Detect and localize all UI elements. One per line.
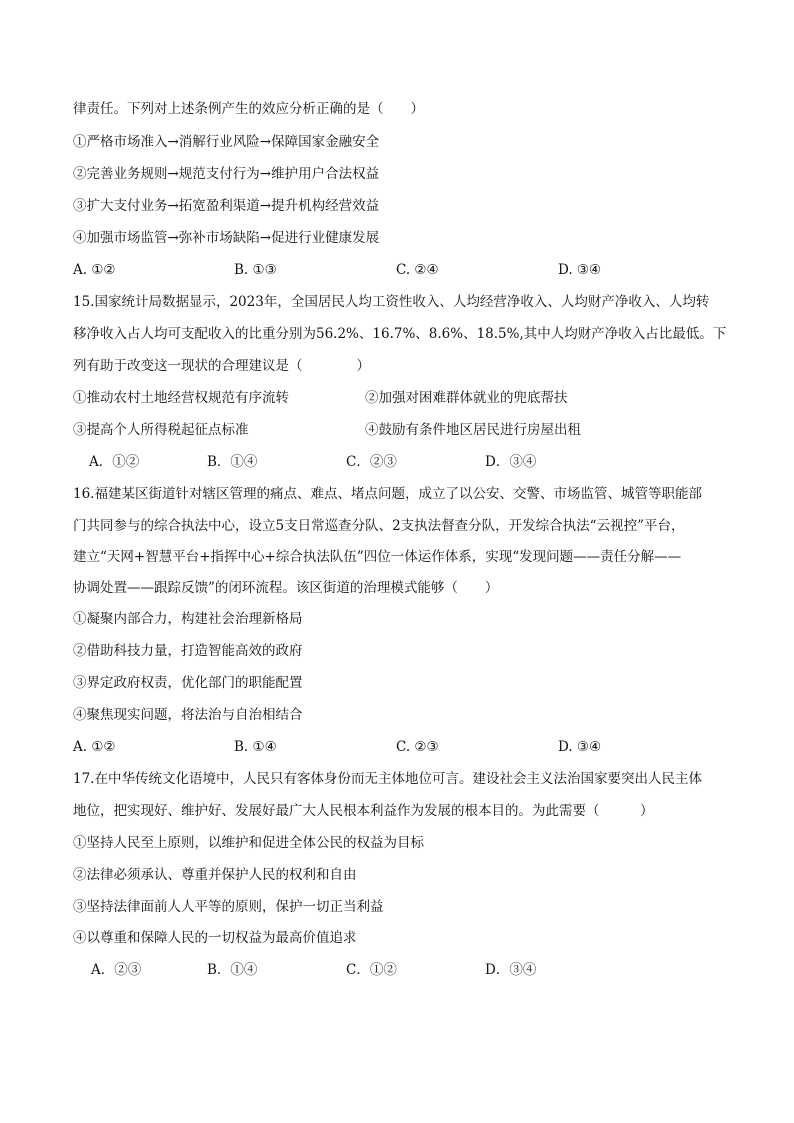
q16-stem-line-2: 门共同参与的综合执法中心，设立5支日常巡查分队、2支执法督查分队，开发综合执法“云视控”平台， <box>73 518 685 534</box>
q17-stem-line-1: 17.在中华传统文化语境中，人民只有客体身份而无主体地位可言。建设社会主义法治国家要突出人民主体 <box>73 771 702 787</box>
q14-option-d: D. ③④ <box>558 262 602 278</box>
q14-item-2: ②完善业务规则→规范支付行为→维护用户合法权益 <box>73 166 380 182</box>
q17-item-2: ②法律必须承认、尊重并保护人民的权利和自由 <box>73 867 357 883</box>
q16-option-a: A. ①② <box>73 739 116 755</box>
q15-option-d: D．③④ <box>485 454 537 470</box>
q15-option-b: B．①④ <box>207 454 258 470</box>
q17-stem-line-2: 地位，把实现好、维护好、发展好最广大人民根本利益作为发展的根本目的。为此需要（ ） <box>73 803 654 819</box>
q15-stem-line-1: 15.国家统计局数据显示，2023年，全国居民人均工资性收入、人均经营净收入、人均财产净收入、人均转 <box>73 294 710 310</box>
q16-option-d: D. ③④ <box>558 739 602 755</box>
q17-options <box>91 961 691 979</box>
q16-options <box>73 738 673 756</box>
q14-item-4: ④加强市场监管→弥补市场缺陷→促进行业健康发展 <box>73 230 380 246</box>
q16-option-b: B. ①④ <box>234 739 277 755</box>
q17-option-b: B．①④ <box>207 962 258 978</box>
q14-options <box>73 261 673 279</box>
q15-item-4: ④鼓励有条件地区居民进行房屋出租 <box>365 422 581 438</box>
q15-option-a: A．①② <box>89 454 140 470</box>
q15-items-row-2 <box>73 421 723 439</box>
q16-stem-line-1: 16.福建某区街道针对辖区管理的痛点、难点、堵点问题，成立了以公安、交警、市场监管、城管等职能部 <box>73 486 702 502</box>
q16-item-3: ③界定政府权责，优化部门的职能配置 <box>73 675 303 691</box>
q15-item-2: ②加强对困难群体就业的兜底帮扶 <box>365 390 568 406</box>
q15-options <box>89 453 689 471</box>
q15-stem-line-2: 移净收入占人均可支配收入的比重分别为56.2%、16.7%、8.6%、18.5%,其中人均财产净收入占比最低。下 <box>73 326 727 342</box>
q14-option-a: A. ①② <box>73 262 116 278</box>
q17-item-4: ④以尊重和保障人民的一切权益为最高价值追求 <box>73 930 357 946</box>
q15-item-1: ①推动农村土地经营权规范有序流转 <box>73 390 289 406</box>
q14-option-b: B. ①③ <box>234 262 277 278</box>
q16-option-c: C. ②③ <box>396 739 439 755</box>
q16-item-1: ①凝聚内部合力，构建社会治理新格局 <box>73 611 303 627</box>
q15-stem-line-3: 列有助于改变这一现状的合理建议是（ ） <box>73 358 370 374</box>
q16-item-4: ④聚焦现实问题，将法治与自治相结合 <box>73 707 303 723</box>
q17-option-c: C．①② <box>346 962 397 978</box>
q14-option-c: C. ②④ <box>396 262 439 278</box>
q17-option-a: A．②③ <box>91 962 142 978</box>
q17-option-d: D．③④ <box>485 962 537 978</box>
q17-item-1: ①坚持人民至上原则，以维护和促进全体公民的权益为目标 <box>73 835 424 851</box>
q15-option-c: C．②③ <box>346 454 397 470</box>
q15-item-3: ③提高个人所得税起征点标准 <box>73 422 249 438</box>
q16-stem-line-3: 建立“天网+智慧平台+指挥中心+综合执法队伍”四位一体运作体系，实现“发现问题——责任分解—— <box>73 549 682 565</box>
q14-item-1: ①严格市场准入→消解行业风险→保障国家金融安全 <box>73 134 380 150</box>
q15-items-row-1 <box>73 389 723 407</box>
q14-stem-tail: 律责任。下列对上述条例产生的效应分析正确的是（ ） <box>73 101 424 117</box>
q14-item-3: ③扩大支付业务→拓宽盈利渠道→提升机构经营效益 <box>73 198 380 214</box>
q16-stem-line-4: 协调处置——跟踪反馈”的闭环流程。该区街道的治理模式能够（ ） <box>73 580 499 596</box>
q17-item-3: ③坚持法律面前人人平等的原则，保护一切正当利益 <box>73 899 384 915</box>
q16-item-2: ②借助科技力量，打造智能高效的政府 <box>73 643 303 659</box>
